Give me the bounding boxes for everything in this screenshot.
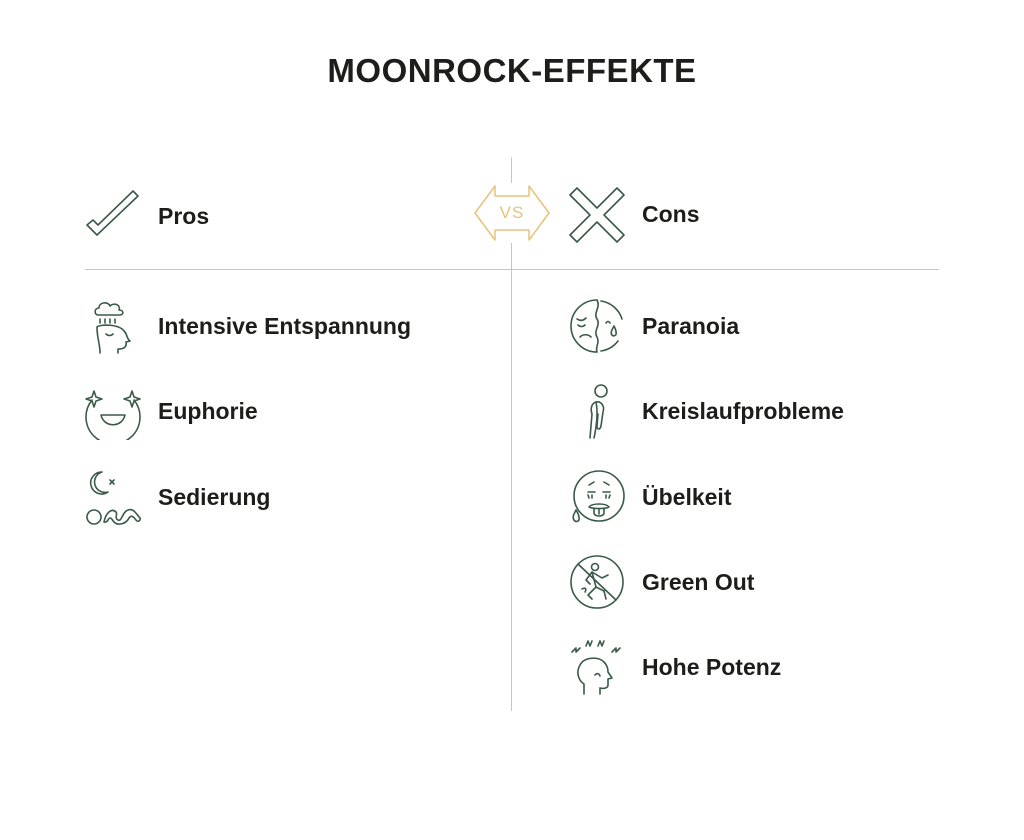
item-label: Green Out	[642, 568, 755, 595]
cons-item-paranoia	[568, 297, 739, 355]
cons-item-nausea	[568, 468, 731, 526]
pros-header	[84, 187, 209, 245]
cross-icon	[568, 185, 626, 243]
relaxed-head-cloud-icon	[84, 297, 142, 355]
item-label: Sedierung	[158, 483, 271, 510]
cons-header	[568, 185, 700, 243]
nauseous-face-icon	[568, 468, 626, 526]
pros-label: Pros	[158, 202, 210, 229]
vs-label: VS	[499, 203, 525, 222]
sparkling-smile-face-icon	[84, 382, 142, 440]
item-label: Euphorie	[158, 397, 258, 424]
moon-sleeping-figure-icon	[84, 468, 142, 526]
cons-item-high-potency	[568, 638, 781, 696]
no-falling-person-icon	[568, 553, 626, 611]
checkmark-icon	[84, 187, 142, 245]
cons-label: Cons	[642, 200, 700, 227]
cons-item-green-out	[568, 553, 754, 611]
anxious-half-face-icon	[568, 297, 626, 355]
item-label: Paranoia	[642, 312, 740, 339]
item-label: Intensive Entspannung	[158, 312, 412, 339]
page-title: MOONROCK-EFFEKTE	[327, 52, 697, 89]
item-label: Kreislaufprobleme	[642, 397, 844, 424]
item-label: Übelkeit	[642, 483, 732, 510]
item-label: Hohe Potenz	[642, 653, 782, 680]
pros-item-sedation	[84, 468, 270, 526]
leaning-figure-icon	[568, 382, 626, 440]
horizontal-divider	[85, 269, 939, 270]
pros-item-relaxation	[84, 297, 411, 355]
pros-item-euphoria	[84, 382, 258, 440]
vs-badge	[473, 183, 551, 243]
cons-item-circulation	[568, 382, 844, 440]
head-with-zaps-icon	[568, 638, 626, 696]
